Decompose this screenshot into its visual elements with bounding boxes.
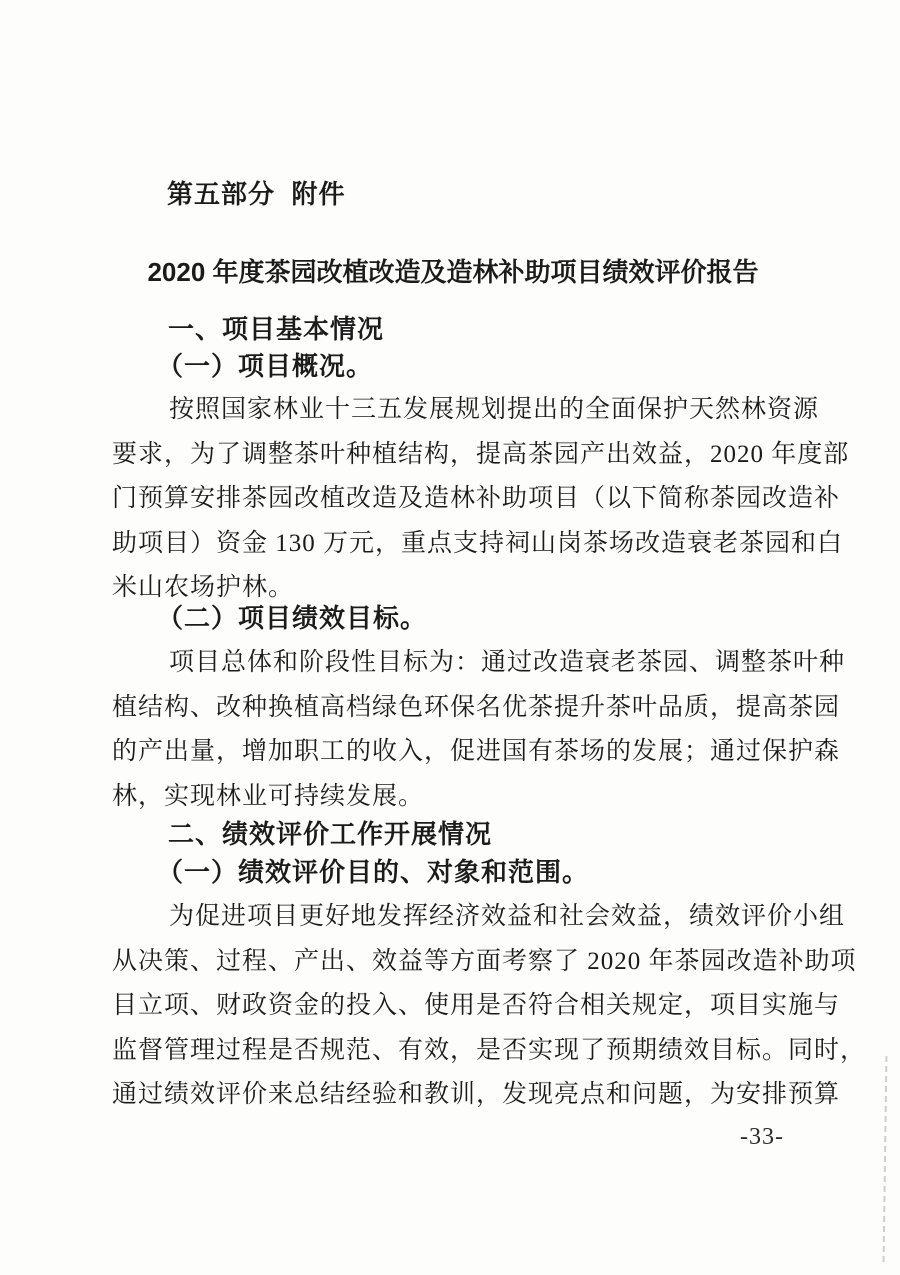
text-line: 通过绩效评价来总结经验和教训，发现亮点和问题，为安排预算 xyxy=(112,1081,841,1109)
section-1-2-heading: （二）项目绩效目标。 xyxy=(157,604,428,633)
text-line: 植结构、改种换植高档绿色环保名优茶提升茶叶品质，提高茶园 xyxy=(112,693,841,721)
text-line: 项目总体和阶段性目标为：通过改造衰老茶园、调整茶叶种 xyxy=(169,649,846,676)
text-line: 林，实现林业可持续发展。 xyxy=(112,782,425,810)
page-number: -33- xyxy=(740,1124,784,1150)
section-1-1-heading: （一）项目概况。 xyxy=(157,352,374,381)
section-2-1-heading: （一）绩效评价目的、对象和范围。 xyxy=(157,858,590,887)
section-2-heading: 二、绩效评价工作开展情况 xyxy=(168,819,493,849)
text-line: 要求，为了调整茶叶种植结构，提高茶园产出效益，2020 年度部 xyxy=(112,440,850,468)
scan-fold-mark xyxy=(883,1056,888,1262)
paragraph-evaluation-scope xyxy=(112,895,867,1118)
section-1-heading: 一、项目基本情况 xyxy=(168,314,385,344)
text-line: 从决策、过程、产出、效益等方面考察了 2020 年茶园改造补助项 xyxy=(112,947,857,975)
part-heading: 第五部分 附件 xyxy=(167,179,346,209)
text-line: 目立项、财政资金的投入、使用是否符合相关规定，项目实施与 xyxy=(112,992,841,1020)
text-line: 按照国家林业十三五发展规划提出的全面保护天然林资源 xyxy=(169,396,820,423)
text-line: 助项目）资金 130 万元，重点支持祠山岗茶场改造衰老茶园和白 xyxy=(112,529,844,557)
text-line: 监督管理过程是否规范、有效，是否实现了预期绩效目标。同时， xyxy=(112,1036,867,1064)
text-line: 米山农场护林。 xyxy=(112,574,295,602)
text-line: 为促进项目更好地发挥经济效益和社会效益，绩效评价小组 xyxy=(169,903,846,930)
report-title: 2020 年度茶园改植改造及造林补助项目绩效评价报告 xyxy=(147,257,759,287)
paragraph-project-overview xyxy=(112,388,850,611)
paragraph-performance-goals xyxy=(112,641,846,819)
text-line: 门预算安排茶园改植改造及造林补助项目（以下简称茶园改造补 xyxy=(112,485,841,513)
text-line: 的产出量，增加职工的收入，促进国有茶场的发展；通过保护森 xyxy=(112,738,841,766)
